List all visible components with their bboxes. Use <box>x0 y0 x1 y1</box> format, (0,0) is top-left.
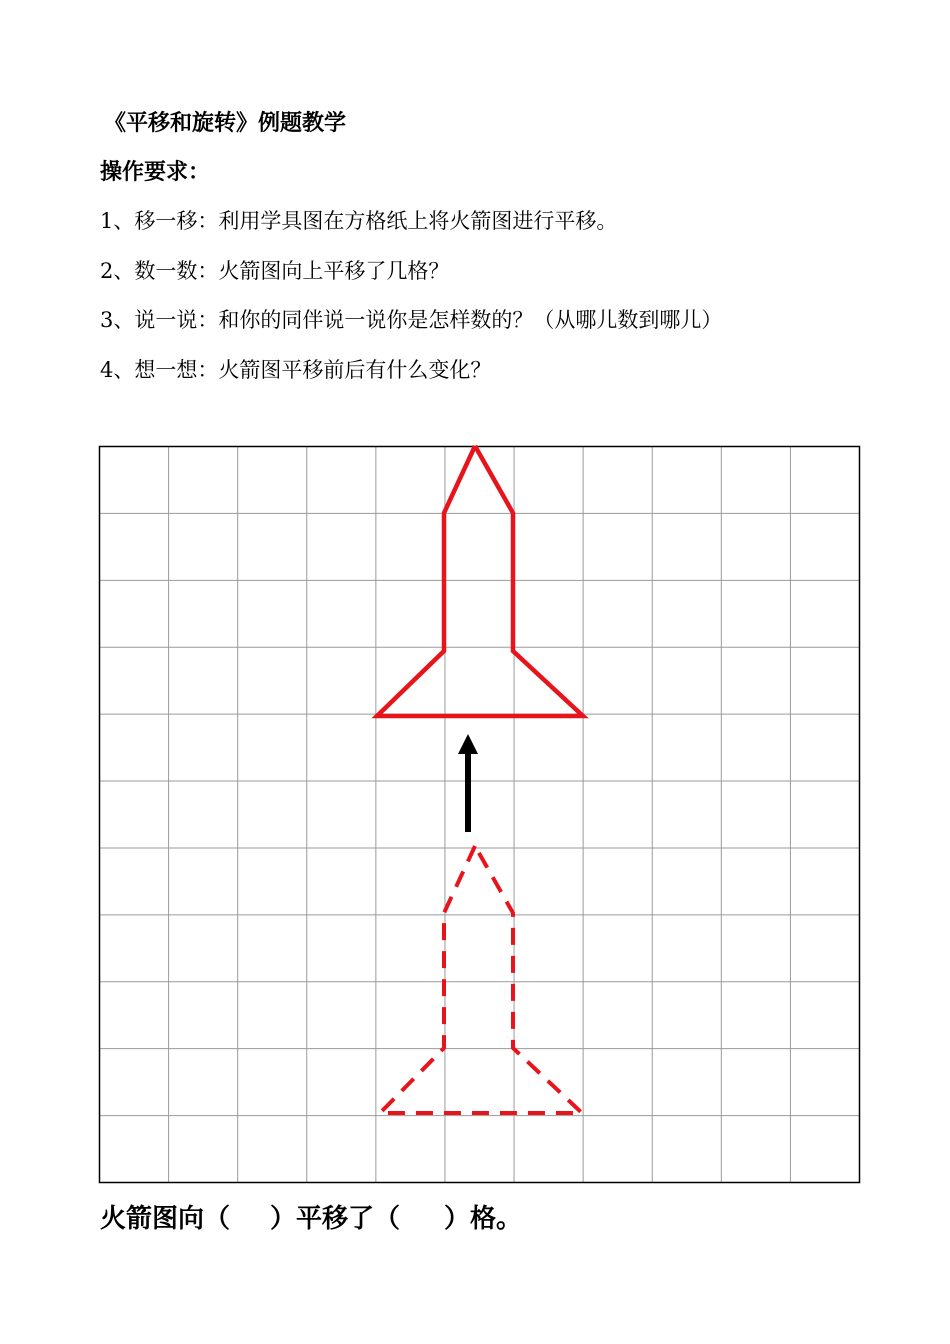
requirements-heading: 操作要求： <box>100 159 211 185</box>
answer-sentence <box>100 1206 522 1232</box>
document-title: 《平移和旋转》例题教学 <box>104 110 347 136</box>
grid-lines <box>100 447 860 1183</box>
answer-part-3: ）格。 <box>444 1204 523 1234</box>
step-move: 1、移一移：利用学具图在方格纸上将火箭图进行平移。 <box>100 209 618 233</box>
step-think: 4、想一想：火箭图平移前后有什么变化？ <box>100 358 492 382</box>
answer-part-2: ）平移了（ <box>270 1204 401 1234</box>
step-discuss: 3、说一说：和你的同伴说一说你是怎样数的？（从哪儿数到哪儿） <box>100 308 723 332</box>
grid-border <box>100 447 860 1183</box>
rocket-translated-outline <box>377 446 583 716</box>
step-count: 2、数一数：火箭图向上平移了几格？ <box>100 259 450 283</box>
rocket-original-outline <box>380 846 582 1113</box>
rocket-original-dashed <box>380 846 582 1113</box>
answer-part-1: 火箭图向（ <box>100 1204 231 1234</box>
up-arrow-icon <box>458 734 478 832</box>
rocket-translated-solid <box>377 446 583 716</box>
